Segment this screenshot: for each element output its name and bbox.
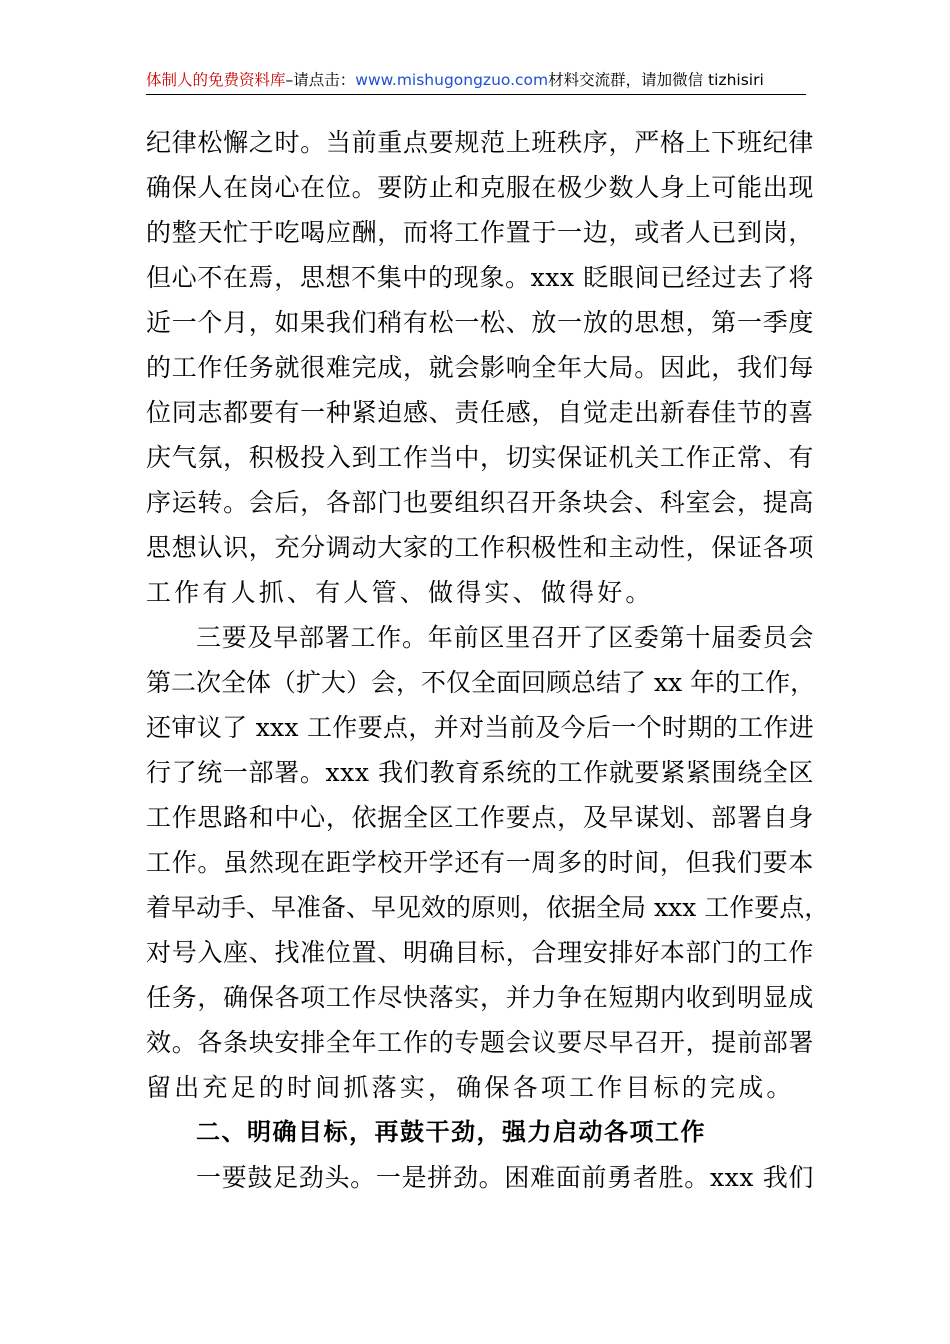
paragraph-1-line: 近一个月，如果我们稍有松一松、放一放的思想，第一季度: [146, 308, 814, 337]
paragraph-2: [146, 615, 830, 1110]
paragraph-1-line: 的整天忙于吃喝应酬，而将工作置于一边，或者人已到岗，: [146, 218, 814, 247]
paragraph-2-line: 留出充足的时间抓落实，确保各项工作目标的完成。: [146, 1073, 795, 1102]
paragraph-2-line: 行了统一部署。xxx 我们教育系统的工作就要紧紧围绕全区: [146, 758, 814, 787]
paragraph-1-line: 但心不在焉，思想不集中的现象。xxx 眨眼间已经过去了将: [146, 263, 814, 292]
header-prompt: –请点击：: [285, 71, 356, 89]
paragraph-2-line: 着早动手、早准备、早见效的原则，依据全局 xxx 工作要点，: [146, 893, 830, 922]
paragraph-2-line: 三要及早部署工作。年前区里召开了区委第十届委员会: [196, 623, 814, 652]
paragraph-2-line: 对号入座、找准位置、明确目标，合理安排好本部门的工作: [146, 938, 814, 967]
paragraph-3-line: 一要鼓足劲头。一是拼劲。困难面前勇者胜。xxx 我们: [196, 1163, 814, 1192]
paragraph-1-line: 思想认识，充分调动大家的工作积极性和主动性，保证各项: [146, 533, 814, 562]
paragraph-1-line: 确保人在岗心在位。要防止和克服在极少数人身上可能出现: [146, 173, 814, 202]
document-body: [146, 120, 830, 1200]
paragraph-1-line: 纪律松懈之时。当前重点要规范上班秩序，严格上下班纪律: [146, 128, 814, 157]
header-brand-link[interactable]: 体制人的免费资料库: [146, 71, 286, 89]
paragraph-2-line: 工作思路和中心，依据全区工作要点，及早谋划、部署自身: [146, 803, 814, 832]
header-contact-text: 材料交流群，请加微信 tizhisiri: [548, 71, 764, 89]
paragraph-1-line: 的工作任务就很难完成，就会影响全年大局。因此，我们每: [146, 353, 814, 382]
paragraph-1-line: 庆气氛，积极投入到工作当中，切实保证机关工作正常、有: [146, 443, 814, 472]
paragraph-1: [146, 120, 814, 615]
paragraph-1-line: 序运转。会后，各部门也要组织召开条块会、科室会，提高: [146, 488, 814, 517]
section-heading: 二、明确目标，再鼓干劲，强力启动各项工作: [196, 1118, 706, 1146]
paragraph-3: [146, 1155, 814, 1200]
paragraph-1-line: 工作有人抓、有人管、做得实、做得好。: [146, 578, 654, 607]
paragraph-2-line: 第二次全体（扩大）会，不仅全面回顾总结了 xx 年的工作，: [146, 668, 816, 697]
paragraph-1-line: 位同志都要有一种紧迫感、责任感，自觉走出新春佳节的喜: [146, 398, 814, 427]
paragraph-2-line: 效。各条块安排全年工作的专题会议要尽早召开，提前部署: [146, 1028, 814, 1057]
paragraph-2-line: 还审议了 xxx 工作要点，并对当前及今后一个时期的工作进: [146, 713, 814, 742]
paragraph-2-line: 工作。虽然现在距学校开学还有一周多的时间，但我们要本: [146, 848, 814, 877]
page-header: [146, 68, 806, 95]
paragraph-2-line: 任务，确保各项工作尽快落实，并力争在短期内收到明显成: [146, 983, 814, 1012]
header-url-link[interactable]: www.mishugongzuo.com: [355, 71, 549, 89]
